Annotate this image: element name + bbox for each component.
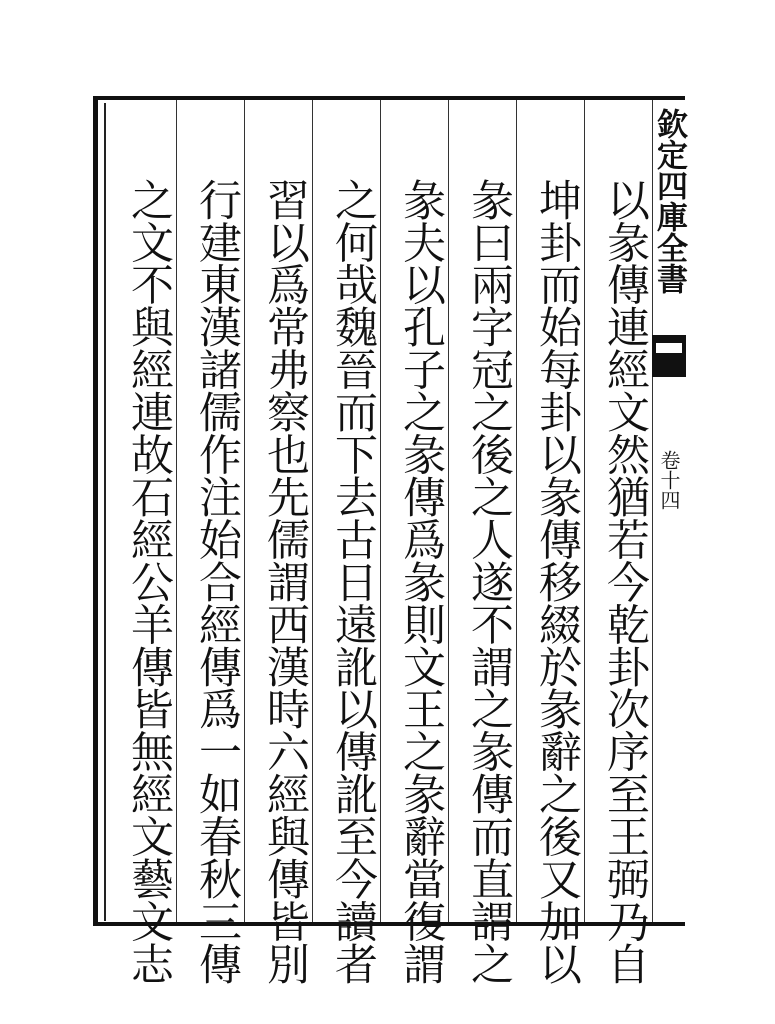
text-column-3: 彖曰兩字冠之後之人遂不謂之彖傳而直謂之	[464, 178, 514, 985]
text-column-5: 之何哉魏晉而下去古日遠訛以傳訛至今讀者	[328, 178, 378, 985]
text-column-4: 彖夫以孔子之彖傳爲彖則文王之彖辭當復謂	[396, 178, 446, 985]
text-column-1: 以彖傳連經文然猶若今乾卦次序至王弼乃自	[600, 178, 650, 985]
juan-number: 卷十四	[657, 450, 681, 510]
text-column-6: 習以爲常弗察也先儒謂西漢時六經與傳皆別	[260, 178, 310, 985]
text-column-8: 之文不與經連故石經公羊傳皆無經文藝文志	[124, 178, 174, 985]
inner-border-line	[104, 103, 106, 921]
book-title: 欽定四庫全書	[651, 108, 687, 294]
text-column-7: 行建東漢諸儒作注始合經傳爲一如春秋三傳	[192, 178, 242, 985]
fish-tail-mark	[652, 335, 686, 377]
text-column-2: 坤卦而始每卦以彖傳移綴於彖辭之後又加以	[532, 178, 582, 985]
